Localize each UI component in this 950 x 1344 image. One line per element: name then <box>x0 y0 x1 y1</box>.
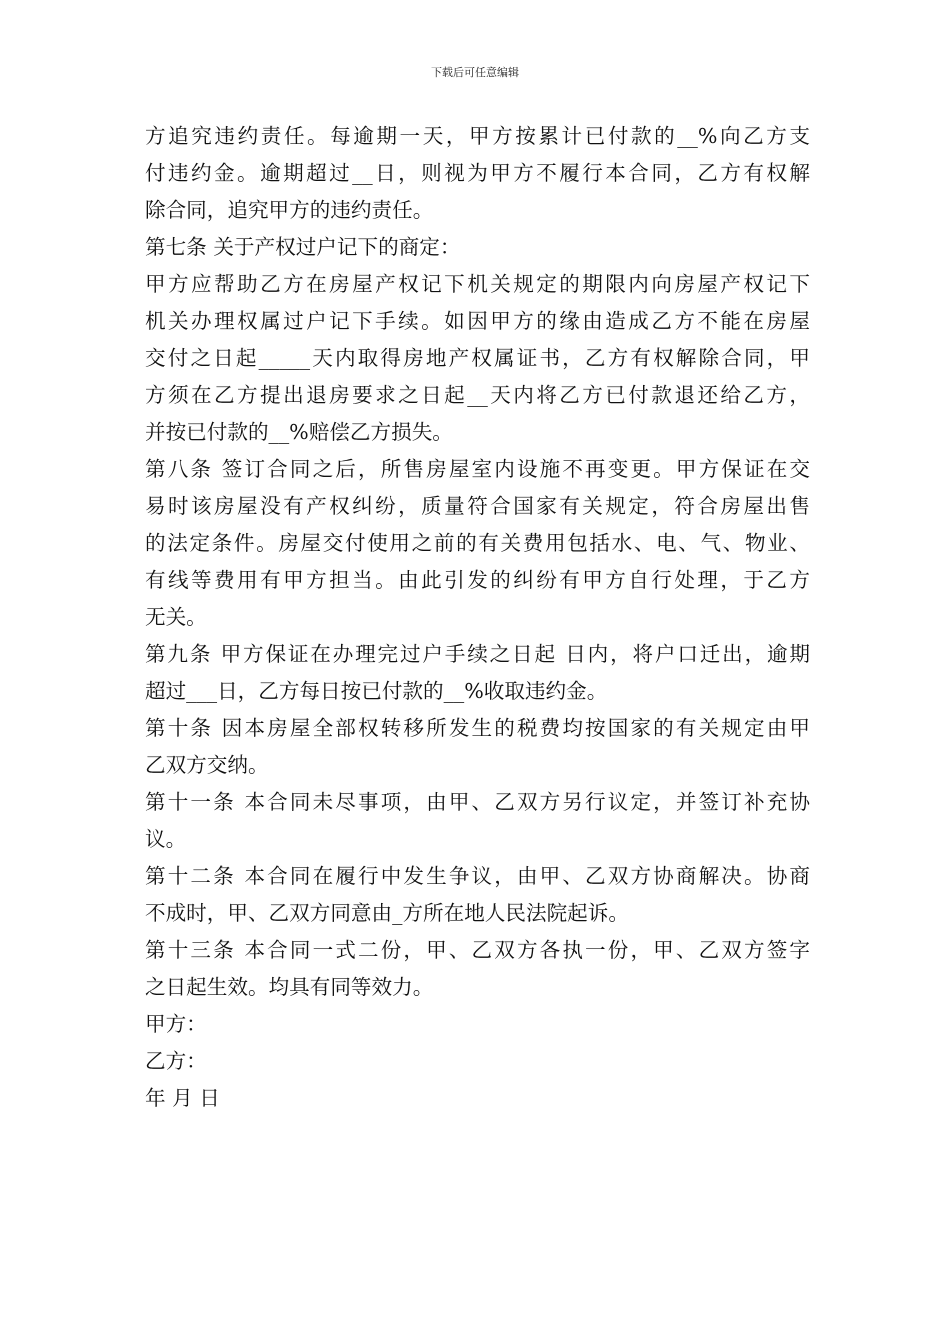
contract-line: 付违约金。逾期超过__日，则视为甲方不履行本合同，乙方有权解 <box>145 161 810 185</box>
article-13-paragraph: 第十三条 本合同一式二份，甲、乙双方各执一份，甲、乙双方签字 <box>145 938 810 962</box>
contract-line: 甲方应帮助乙方在房屋产权记下机关规定的期限内向房屋产权记下 <box>145 272 810 296</box>
article-8-paragraph: 第八条 签订合同之后，所售房屋室内设施不再变更。甲方保证在交 <box>145 457 810 481</box>
article-12-paragraph: 第十二条 本合同在履行中发生争议，由甲、乙双方协商解决。协商 <box>145 864 810 888</box>
article-10-paragraph: 第十条 因本房屋全部权转移所发生的税费均按国家的有关规定由甲 <box>145 716 810 740</box>
contract-line: 的法定条件。房屋交付使用之前的有关费用包括水、电、气、物业、 <box>145 531 810 555</box>
contract-line: 易时该房屋没有产权纠纷，质量符合国家有关规定，符合房屋出售 <box>145 494 810 518</box>
contract-line: 之日起生效。均具有同等效力。 <box>145 975 434 999</box>
contract-body <box>145 118 810 1117</box>
contract-line: 乙双方交纳。 <box>145 753 269 777</box>
date-label: 年 月 日 <box>145 1086 220 1110</box>
contract-line: 超过___日，乙方每日按已付款的__%收取违约金。 <box>145 679 608 703</box>
article-7-heading: 第七条 关于产权过户记下的商定： <box>145 235 461 259</box>
article-11-paragraph: 第十一条 本合同未尽事项，由甲、乙双方另行议定，并签订补充协 <box>145 790 810 814</box>
contract-line: 有线等费用有甲方担当。由此引发的纠纷有甲方自行处理，于乙方 <box>145 568 810 592</box>
contract-line: 除合同，追究甲方的违约责任。 <box>145 198 434 222</box>
contract-line: 无关。 <box>145 605 207 629</box>
party-b-signature-label: 乙方： <box>145 1049 207 1073</box>
contract-line: 方追究违约责任。每逾期一天，甲方按累计已付款的__%向乙方支 <box>145 124 810 148</box>
contract-line: 并按已付款的__%赔偿乙方损失。 <box>145 420 453 444</box>
article-9-paragraph: 第九条 甲方保证在办理完过户手续之日起 日内，将户口迁出，逾期 <box>145 642 810 666</box>
page-header-note: 下载后可任意编辑 <box>431 66 519 79</box>
contract-line: 议。 <box>145 827 187 851</box>
contract-line: 机关办理权属过户记下手续。如因甲方的缘由造成乙方不能在房屋 <box>145 309 810 333</box>
party-a-signature-label: 甲方： <box>145 1012 207 1036</box>
contract-line: 不成时，甲、乙双方同意由_方所在地人民法院起诉。 <box>145 901 629 925</box>
contract-line: 方须在乙方提出退房要求之日起__天内将乙方已付款退还给乙方， <box>145 383 810 407</box>
contract-line: 交付之日起_____天内取得房地产权属证书，乙方有权解除合同，甲 <box>145 346 810 370</box>
